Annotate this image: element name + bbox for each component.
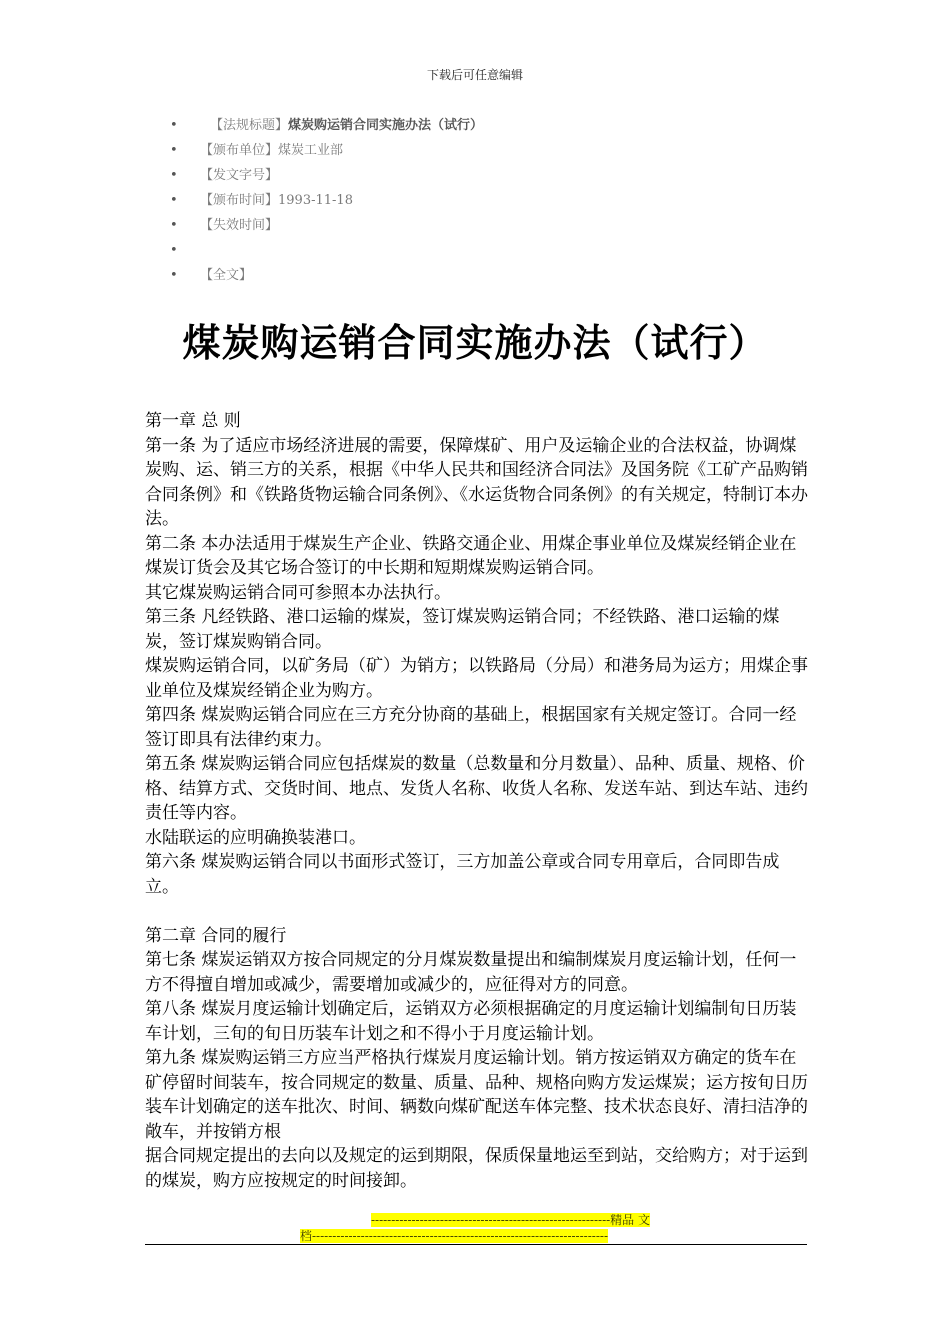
bullet-icon: • <box>170 168 178 183</box>
article-paragraph: 第六条 煤炭购运销合同以书面形式签订，三方加盖公章或合同专用章后，合同即告成立。 <box>145 852 780 897</box>
article-paragraph: 水陆联运的应明确换装港口。 <box>145 827 366 848</box>
blank-line <box>145 899 810 924</box>
article-paragraph: 第一条 为了适应市场经济进展的需要，保障煤矿、用户及运输企业的合法权益，协调煤炭购、运、销三方的关系，根据《中华人民共和国经济合同法》及国务院《工矿产品购销合同条例》和《铁路货物运输合同条例》、《水运货物合同条例》的有关规定，特制订本办法。 <box>145 435 808 529</box>
article-paragraph: 第八条 煤炭月度运输计划确定后，运销双方必须根据确定的月度运输计划编制旬日历装车计划，三旬的旬日历装车计划之和不得小于月度运输计划。 <box>145 999 797 1044</box>
bullet-icon: • <box>170 193 178 208</box>
bullet-icon: • <box>170 243 178 258</box>
meta-label: 【颁布时间】 <box>200 193 279 208</box>
article-paragraph: 第五条 煤炭购运销合同应包括煤炭的数量（总数量和分月数量）、品种、质量、规格、价格、结算方式、交货时间、地点、发货人名称、收货人名称、发送车站、到达车站、违约责任等内容。 <box>145 754 808 823</box>
bullet-icon: • <box>170 268 178 283</box>
article-paragraph: 据合同规定提出的去向以及规定的运到期限，保质保量地运至到站，交给购方；对于运到的煤炭，购方应按规定的时间接卸。 <box>145 1146 808 1191</box>
article-paragraph: 其它煤炭购运销合同可参照本办法执行。 <box>145 582 451 603</box>
article-paragraph: 煤炭购运销合同，以矿务局（矿）为销方；以铁路局（分局）和港务局为运方；用煤企事业单位及煤炭经销企业为购方。 <box>145 656 808 701</box>
meta-value: 1993-11-18 <box>278 193 353 208</box>
header-note: 下载后可任意编辑 <box>426 68 523 82</box>
bullet-icon: • <box>170 118 178 133</box>
meta-label: 【全文】 <box>200 268 253 283</box>
chapter-heading: 第一章 总 则 <box>145 411 241 431</box>
footer-watermark-text: 档------------------------------------------------------------------------- <box>300 1229 608 1243</box>
document-body <box>145 409 810 1193</box>
footer-watermark-line-1 <box>300 1212 650 1228</box>
article-paragraph: 第九条 煤炭购运销三方应当严格执行煤炭月度运输计划。销方按运销双方确定的货车在矿停留时间装车，按合同规定的数量、质量、品种、规格向购方发运煤炭；运方按旬日历装车计划确定的送车批次、时间、辆数向煤矿配送车体完整、技术状态良好、清扫洁净的敞车，并按销方根 <box>145 1048 808 1142</box>
article-paragraph: 第七条 煤炭运销双方按合同规定的分月煤炭数量提出和编制煤炭月度运输计划，任何一方不得擅自增加或减少，需要增加或减少的，应征得对方的同意。 <box>145 950 797 995</box>
footer-divider <box>145 1244 807 1245</box>
chapter-heading: 第二章 合同的履行 <box>145 925 287 946</box>
bullet-icon: • <box>170 218 178 233</box>
meta-label: 【颁布单位】 <box>200 143 279 158</box>
document-title: 煤炭购运销合同实施办法（试行） <box>182 320 768 365</box>
meta-value: 煤炭工业部 <box>278 143 344 158</box>
footer-watermark-text: -----------------------------------------------------------精品 文 <box>370 1213 650 1227</box>
meta-label: 【法规标题】 <box>210 118 289 133</box>
meta-label: 【失效时间】 <box>200 218 279 233</box>
meta-value: 煤炭购运销合同实施办法（试行） <box>288 118 484 133</box>
article-paragraph: 第三条 凡经铁路、港口运输的煤炭，签订煤炭购运销合同；不经铁路、港口运输的煤炭，签订煤炭购销合同。 <box>145 607 780 652</box>
article-paragraph: 第四条 煤炭购运销合同应在三方充分协商的基础上，根据国家有关规定签订。合同一经签订即具有法律约束力。 <box>145 705 797 750</box>
bullet-icon: • <box>170 143 178 158</box>
article-paragraph: 第二条 本办法适用于煤炭生产企业、铁路交通企业、用煤企事业单位及煤炭经销企业在煤炭订货会及其它场合签订的中长期和短期煤炭购运销合同。 <box>145 533 797 578</box>
footer-watermark-line-2 <box>300 1228 650 1244</box>
meta-label: 【发文字号】 <box>200 168 279 183</box>
